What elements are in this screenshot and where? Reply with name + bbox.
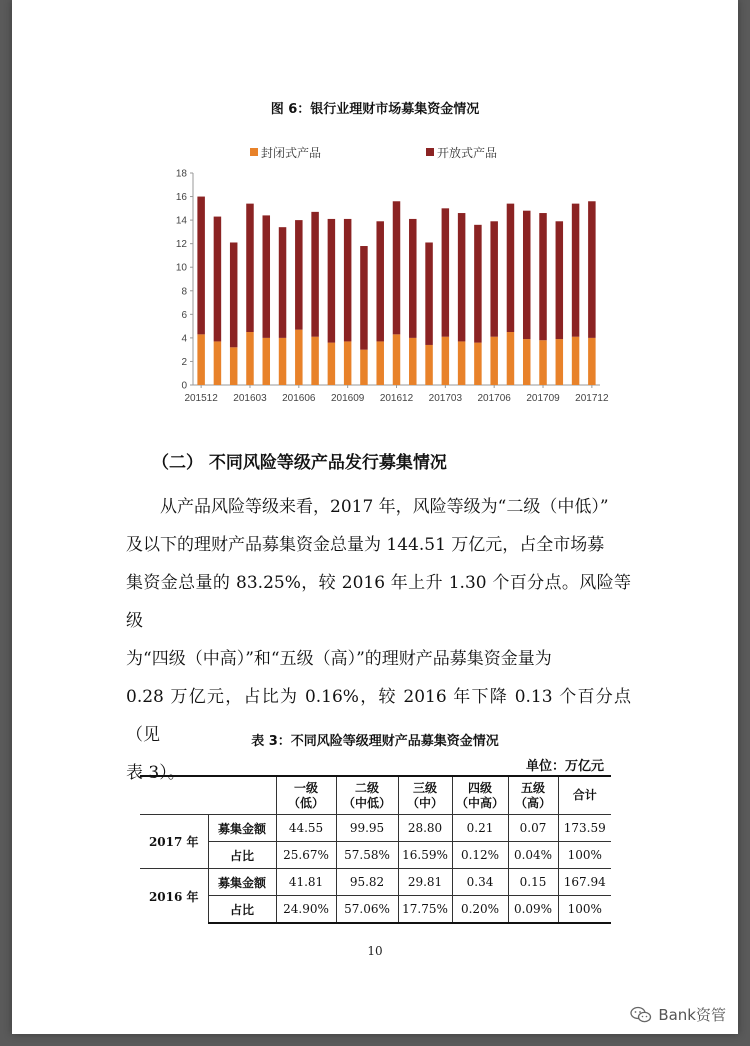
value-cell: 25.67% (276, 842, 336, 869)
bar-closed-segment (263, 338, 271, 385)
value-cell: 100% (558, 896, 611, 924)
bar-closed-segment (393, 334, 401, 385)
year-cell: 2017 年 (148, 835, 199, 849)
value-cell: 173.59 (558, 815, 611, 842)
section-heading: （二） 不同风险等级产品发行募集情况 (152, 453, 447, 473)
bar-closed-segment (490, 337, 498, 385)
value-cell: 44.55 (276, 815, 336, 842)
value-cell: 0.07 (508, 815, 558, 842)
value-cell: 29.81 (398, 869, 452, 896)
y-tick-label: 12 (175, 239, 187, 251)
value-cell: 0.04% (508, 842, 558, 869)
bar-open-segment (311, 212, 319, 337)
y-tick-label: 2 (181, 356, 187, 368)
bar-closed-segment (588, 338, 596, 385)
y-tick-label: 10 (175, 262, 187, 274)
bar-open-segment (458, 213, 466, 341)
bar-open-segment (295, 220, 303, 330)
bar-open-segment (393, 201, 401, 334)
value-cell: 41.81 (276, 869, 336, 896)
bar-closed-segment (295, 330, 303, 385)
header-cell: 二级 （中低） (336, 776, 398, 815)
bar-closed-segment (539, 340, 547, 385)
bar-closed-segment (409, 338, 417, 385)
y-tick-label: 8 (181, 286, 187, 298)
value-cell: 57.58% (336, 842, 398, 869)
x-tick-label: 201512 (184, 393, 218, 404)
table-row (140, 869, 611, 896)
value-cell: 0.09% (508, 896, 558, 924)
bar-open-segment (588, 201, 596, 338)
y-tick-label: 18 (175, 168, 187, 180)
bar-closed-segment (246, 332, 254, 385)
bar-open-segment (442, 208, 450, 336)
x-tick-label: 201609 (330, 393, 365, 404)
metric-cell: 占比 (208, 842, 276, 869)
stacked-bar-chart (0, 0, 750, 420)
bar-closed-segment (279, 338, 287, 385)
bar-open-segment (572, 204, 580, 337)
bar-closed-segment (197, 334, 205, 385)
bar-closed-segment (556, 339, 564, 385)
paragraph-line: 表 3）。 (126, 763, 185, 783)
legend-swatch (250, 148, 258, 156)
value-cell: 0.20% (452, 896, 508, 924)
bar-closed-segment (230, 347, 238, 385)
x-tick-label: 201612 (379, 393, 414, 404)
bar-closed-segment (458, 341, 466, 385)
header-cell: 四级 （中高） (452, 776, 508, 815)
bar-closed-segment (474, 343, 482, 385)
legend-label: 封闭式产品 (261, 146, 322, 160)
bar-open-segment (344, 219, 352, 341)
y-tick-label: 14 (175, 215, 187, 227)
table-row (140, 896, 611, 924)
paragraph-line: 及以下的理财产品募集资金总量为 144.51 万亿元，占全市场募 (126, 535, 605, 555)
paragraph-line: 集资金总量的 83.25%，较 2016 年上升 1.30 个百分点。风险等级 (126, 573, 631, 631)
bar-closed-segment (523, 339, 531, 385)
header-cell: 五级 （高） (508, 776, 558, 815)
bar-open-segment (279, 227, 287, 338)
bar-open-segment (246, 204, 254, 332)
bar-open-segment (425, 242, 433, 344)
bar-closed-segment (507, 332, 514, 385)
watermark (630, 1004, 726, 1025)
bar-open-segment (523, 211, 531, 339)
bar-closed-segment (360, 350, 368, 385)
table-row (140, 842, 611, 869)
value-cell: 24.90% (276, 896, 336, 924)
paragraph-line: 从产品风险等级来看，2017 年，风险等级为“二级（中低）” (160, 497, 609, 517)
paragraph-line: 为“四级（中高）”和“五级（高）”的理财产品募集资金量为 (126, 649, 552, 669)
bar-open-segment (556, 221, 564, 339)
bar-closed-segment (442, 337, 450, 385)
metric-cell: 募集金额 (208, 869, 276, 896)
value-cell: 16.59% (398, 842, 452, 869)
value-cell: 0.34 (452, 869, 508, 896)
value-cell: 167.94 (558, 869, 611, 896)
paragraph-line: 0.28 万亿元，占比为 0.16%，较 2016 年下降 0.13 个百分点（见 (126, 687, 631, 745)
watermark-text: Bank资管 (658, 1006, 726, 1024)
year-cell: 2016 年 (140, 869, 208, 924)
bar-open-segment (474, 225, 482, 343)
header-cell: 合计 (558, 776, 611, 815)
legend-label: 开放式产品 (437, 146, 498, 160)
bar-open-segment (490, 221, 498, 336)
y-tick-label: 16 (175, 192, 187, 204)
table-row (140, 815, 611, 842)
risk-level-table (140, 775, 611, 924)
bar-closed-segment (214, 341, 222, 385)
figure-title: 图 6：银行业理财市场募集资金情况 (270, 102, 480, 117)
x-tick-label: 201603 (233, 393, 267, 404)
x-tick-label: 201703 (428, 393, 463, 404)
wechat-icon (630, 1006, 652, 1024)
bar-open-segment (263, 215, 271, 337)
value-cell: 99.95 (336, 815, 398, 842)
bar-open-segment (376, 221, 384, 341)
value-cell: 95.82 (336, 869, 398, 896)
table-unit: 单位：万亿元 (525, 759, 604, 774)
y-tick-label: 4 (181, 333, 187, 345)
page-number: 10 (367, 944, 383, 958)
bar-open-segment (230, 242, 238, 347)
bar-open-segment (409, 219, 417, 338)
value-cell: 0.15 (508, 869, 558, 896)
bar-open-segment (214, 217, 222, 342)
value-cell: 100% (558, 842, 611, 869)
metric-cell: 募集金额 (208, 815, 276, 842)
value-cell: 0.21 (452, 815, 508, 842)
bar-closed-segment (328, 343, 336, 385)
legend-swatch (426, 148, 434, 156)
value-cell: 0.12% (452, 842, 508, 869)
bar-closed-segment (376, 341, 384, 385)
metric-cell: 占比 (208, 896, 276, 924)
bar-open-segment (197, 197, 205, 335)
bar-open-segment (507, 204, 514, 332)
value-cell: 57.06% (336, 896, 398, 924)
header-cell: 三级 （中） (398, 776, 452, 815)
x-tick-label: 201712 (575, 393, 609, 404)
table-title: 表 3：不同风险等级理财产品募集资金情况 (251, 734, 499, 749)
value-cell: 17.75% (398, 896, 452, 924)
bar-closed-segment (425, 345, 433, 385)
header-blank (140, 776, 276, 815)
header-cell: 一级 （低） (276, 776, 336, 815)
x-tick-label: 201706 (477, 393, 511, 404)
bar-closed-segment (311, 337, 319, 385)
bar-open-segment (360, 246, 368, 350)
x-tick-label: 201606 (282, 393, 316, 404)
y-tick-label: 0 (181, 380, 187, 392)
value-cell: 28.80 (398, 815, 452, 842)
bar-open-segment (328, 219, 336, 343)
bar-closed-segment (344, 341, 352, 385)
bar-open-segment (539, 213, 547, 340)
x-tick-label: 201709 (526, 393, 560, 404)
bar-closed-segment (572, 337, 580, 385)
table-header-row (140, 776, 611, 815)
y-tick-label: 6 (181, 309, 187, 321)
